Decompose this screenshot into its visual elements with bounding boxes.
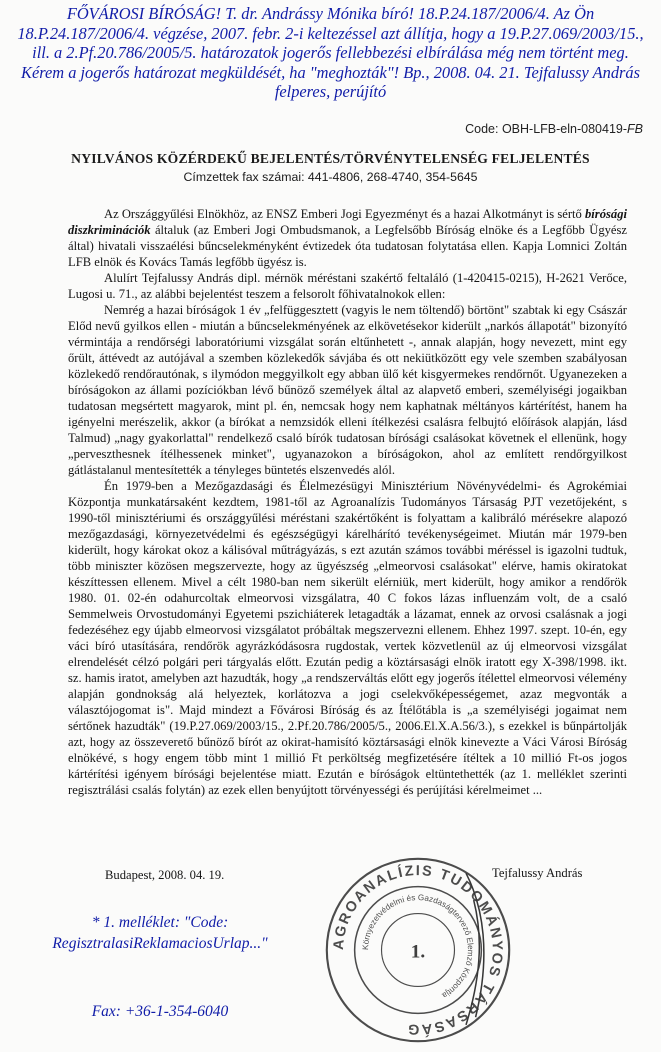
stamp-inner-textpath: Környezetvédelmi és Gazdaságtervező Elemző Központja bbox=[361, 892, 476, 1001]
header-note: FŐVÁROSI BÍRÓSÁG! T. dr. Andrássy Mónika bíró! 18.P.24.187/2006/4. Az Ön 18.P.24.187/2006/4. végzése, 2007. febr. 2-i keltezéssel azt állítja, hogy a 19.P.27.069/2003/15., ill. a 2.Pf.20.786/2005/5. határozatok jogerős fellebbezési elbírálása még nem történt meg. Kérem a jogerős határozat megküldését, ha "meghozták"! Bp., 2008. 04. 21. Tejfalussy András felperes, perújító bbox=[17, 4, 644, 101]
signature-name: Tejfalussy András bbox=[492, 866, 583, 880]
document-code bbox=[465, 122, 643, 136]
document-code-label: Code: OBH-LFB-eln-080419- bbox=[465, 122, 628, 136]
body-p1-emphasis: bírósági diszkriminációk bbox=[68, 207, 627, 237]
organization-stamp bbox=[322, 854, 514, 1046]
body-p1-start: Az Országgyűlési Elnökhöz, az ENSZ Emberi Jogi Egyezményt és a hazai Alkotmányt is sértő bbox=[104, 207, 585, 221]
body-paragraph-4: Én 1979-ben a Mezőgazdasági és Élelmezésügyi Minisztérium Növényvédelmi- és Agrokémiai Központja munkatársaként kezdtem, 1981-től az Agroanalízis Tudományos Társaság PJT vezetőjeként, s 1990-től minisztériumi és országgyűlési méréstani szakértőként is folyattam a kalibráló mérésekre alapozó mezőgazdasági, környezetvédelmi és egészségügyi kárelhárító tevékenységeimet. Miután már 1979-ben kiderült, hogy károkat okoz a kálisóval műtrágyázás, s ezt azután számos további méréssel is igazolni tudtuk, több miniszter közösen megszervezte, hogy az ügyészség „elmeorvosi csalásokat" elérve, hamis okiratokat készíttessen ellenem. Mivel a célt 1980-ban nem sikerült elérniük, mert kiderült, hogy amikor a rendőrök 1980. 01. 02-én odahurcoltak elmeorvosi vizsgálatra, 40 C fokos lázas influenzám volt, de a csaló Semmelweis Orvostudományi Egyetemi pszichiáterek letagadták a lázamat, ennek az orvosi csalásnak a jogi fedezéséhez egy újabb elmeorvosi vizsgálatot próbáltak megszervezni ellenem. Ehhez 1997. szept. 10-én, egy váci bíró utasítására, rendőrök agyrázkódásosra rugdostak, vertek közvetlenül az új elmeorvosi vizsgálat elrendelését célzó polgári peri tárgyalás előtt. Ezután pedig a köztársasági elnök iratott egy X-398/1998. ikt. sz. hamis iratot, amelyben azt hazudták, hogy „a rendszerváltás előtt egy jogerős ítélettel elmeorvosi vélemény alapján gondnokság alá helyeztek, korlátozva a jogi cselekvőképességemet, azaz megvonták a választójogomat is". Majd mindezt a Fővárosi Bíróság és az Ítélőtábla is „a személyiségi jogaimat nem sértőnek hazudták" (19.P.27.069/2003/15., 2.Pf.20.786/2005/5., 2006.El.X.A.56/3.), s ezekkel is bűnpártolják azt, hogy az összeverető bűnöző bírót az okirat-hamisító köztársasági elnök kinevezte a Váci Városi Bíróság elnökévé, s hogy engem több mint 1 millió Ft perköltség megfizetésére ítéltek a 10 millió Ft-os jogos kártérítési igényem bírósági bejelentése miatt. Ezután e bíróságok eltüntethették (az 1. melléklet szerinti regisztrálási csalás folytán) az ezek ellen benyújtott törvényességi és perújítási kérelmeimet ... bbox=[68, 479, 627, 797]
body-paragraph-2: Alulírt Tejfalussy András dipl. mérnök méréstani szakértő feltaláló (1-420415-0215), H-2621 Verőce, Lugosi u. 71., az alábbi bejelentést teszem a felsorolt főhivatalnokok ellen: bbox=[68, 271, 627, 301]
document-code-suffix: FB bbox=[627, 122, 643, 136]
stamp-outer-textpath: AGROANALÍZIS TUDOMÁNYOS TÁRSASÁG bbox=[330, 863, 506, 1038]
place-and-date: Budapest, 2008. 04. 19. bbox=[105, 868, 225, 882]
fax-number: Fax: +36-1-354-6040 bbox=[91, 1003, 229, 1020]
body-p1-end: általuk (az Emberi Jogi Ombudsmanok, a Legfelsőbb Bíróság elnöke és a Legfőbb Ügyész által) hivatali visszaélési bűncselekményként évtizedek óta tudatosan folytatása ellen. Kapja Lomnici Zoltán LFB elnök és Kovács Tamás legfőbb ügyész is. bbox=[68, 223, 627, 269]
annex-note: * 1. melléklet: "Code: RegisztralasiReklamaciosUrlap..." bbox=[52, 914, 268, 952]
body-paragraph-3: Nemrég a hazai bíróságok 1 év „felfüggesztett (vagyis le nem töltendő) börtönt" szabtak ki egy Császár Előd nevű gyilkos ellen - miután a bűncselekményének az elkövetésekor kiderült „narkós állapotát" bizonyító vérmintája a rendőrségi laboratóriumi vizsgálat során eltűnhetett -, annak alapján, hogy nevezett, mint egy őrült, áttévedt az autójával a szemben közlekedők sávjába és ott nekiütközött egy vele szemben szabályosan közlekedő rendőrautónak, s ilymódon meggyilkolt egy abban ülő két kisgyermekes rendőrnőt. Ugyanezeken a bíróságokon az állami pozíciókban lévő bűnöző személyek által az alapvető emberi, személyiségi jogaikban tudatosan megsértett magyarok, mint pl. én, nemcsak hogy nem kaphatnak méltányos kártérítést, hanem ha igényelni merészelik, akkor (a bírókat a nemzsidók elleni ítélkezési csalásra felbujtó előírások alapján, lásd Talmud) „nagy gyakorlattal" rendelkező csaló bírók tudatosan bírósági csalásokat követnek el ellenünk, hogy „perveszthesnek ítélhessenek minket", ugyanazokon a bíróságokon, ahol az említett rendőrgyilkost gátlástalanul mentesítették a tényleges büntetés elszenvedés alól. bbox=[68, 303, 627, 477]
document-body bbox=[68, 206, 627, 798]
stamp-number: 1. bbox=[410, 941, 426, 963]
body-paragraph-1 bbox=[68, 206, 627, 270]
document-title: NYILVÁNOS KÖZÉRDEKŰ BEJELENTÉS/TÖRVÉNYTELENSÉG FELJELENTÉS bbox=[71, 151, 590, 166]
recipients-fax-line: Címzettek fax számai: 441-4806, 268-4740, 354-5645 bbox=[183, 170, 478, 184]
